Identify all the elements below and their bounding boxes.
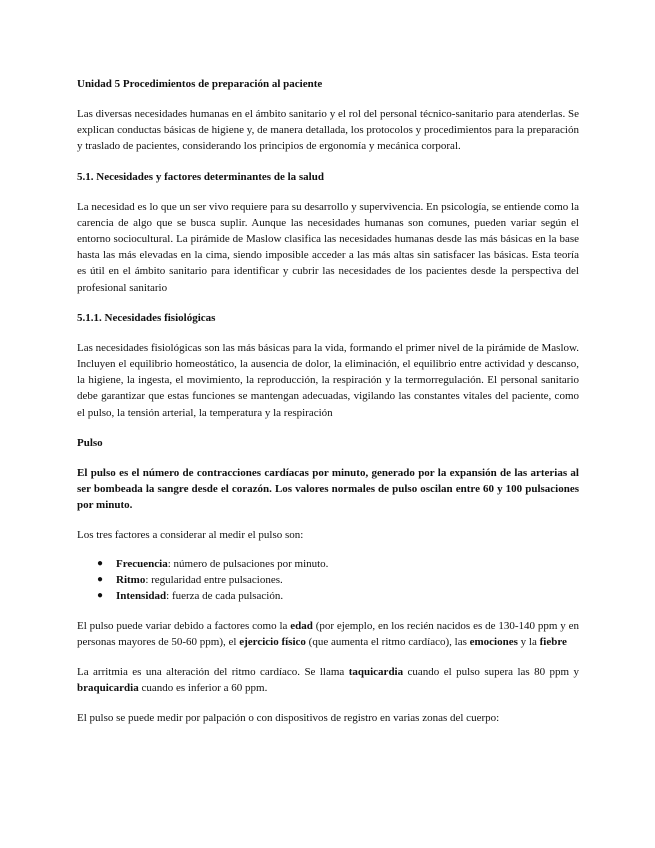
- unit-heading: Unidad 5 Procedimientos de preparación al paciente: [77, 78, 323, 90]
- list-item: [77, 572, 579, 588]
- measure-paragraph: El pulso se puede medir por palpación o con dispositivos de registro en varias zonas del cuerpo:: [77, 712, 500, 725]
- emphasis-braquicardia: braquicardia: [77, 682, 139, 695]
- emphasis-edad: edad: [290, 619, 313, 632]
- factor-term: Frecuencia: [116, 557, 168, 570]
- section-5-1-1-paragraph: Las necesidades fisiológicas son las más básicas para la vida, formando el primer nivel de la pirámide de Maslow. Incluyen el equilibrio homeostático, la ausencia de dolor, la eliminación, el equilibrio entre actividad y descanso, la higiene, la ingesta, el movimiento, la reproducción, la respiración y la termorregulación. El personal sanitario debe garantizar que estas funciones se mantengan adecuadas, vigilando las constantes vitales del paciente, como el pulso, la tensión arterial, la temperatura y la respiración: [77, 341, 579, 419]
- factor-term: Intensidad: [116, 589, 167, 602]
- text-run: cuando el pulso supera las 80 ppm y: [403, 666, 579, 679]
- text-run: (por ejemplo, en los recién nacidos es de 130-140 ppm y en personas mayores de 50-60 ppm), el: [77, 619, 579, 648]
- emphasis-taquicardia: taquicardia: [348, 666, 404, 679]
- arritmia-paragraph: [77, 664, 579, 696]
- emphasis-fiebre: fiebre: [539, 635, 567, 648]
- factor-desc: : número de pulsaciones por minuto.: [167, 557, 329, 570]
- bullet-icon: ●: [97, 557, 104, 569]
- section-5-1-paragraph: La necesidad es lo que un ser vivo requiere para su desarrollo y supervivencia. En psicología, se entiende como la carencia de algo que se busca suplir. Aunque las necesidades humanas son comunes, pueden variar según el entorno sociocultural. La pirámide de Maslow clasifica las necesidades humanas desde las más básicas en la base hasta las más elevadas en la cima, siendo imposible acceder a las más altas sin satisfacer las básicas. Esta teoría es útil en el ámbito sanitario para identificar y cubrir las necesidades de los pacientes desde la perspectiva del profesional sanitario: [77, 200, 579, 294]
- section-5-1-1-heading: 5.1.1. Necesidades fisiológicas: [77, 311, 216, 324]
- text-run: y la: [517, 635, 540, 648]
- list-item: [77, 556, 579, 572]
- bullet-icon: ●: [97, 573, 104, 585]
- intro-paragraph: Las diversas necesidades humanas en el ámbito sanitario y el rol del personal técnico-sanitario para atenderlas. Se explican conductas básicas de higiene y, de manera detallada, los protocolos y procedimientos para la preparación y traslado de pacientes, considerando los principios de ergonomía y mecánica corporal.: [77, 108, 579, 153]
- list-item: [77, 588, 579, 604]
- factor-desc: : regularidad entre pulsaciones.: [145, 573, 283, 586]
- bullet-icon: ●: [97, 589, 104, 601]
- factors-intro: Los tres factores a considerar al medir el pulso son:: [77, 529, 304, 542]
- section-5-1-heading: 5.1. Necesidades y factores determinantes de la salud: [77, 170, 324, 183]
- factor-desc: : fuerza de cada pulsación.: [166, 589, 284, 602]
- factor-term: Ritmo: [116, 573, 146, 586]
- pulso-definition: El pulso es el número de contracciones cardíacas por minuto, generado por la expansión de las arterias al ser bombeada la sangre desde el corazón. Los valores normales de pulso oscilan entre 60 y 100 pulsaciones por minuto.: [77, 466, 579, 512]
- factors-list: [77, 556, 579, 604]
- pulso-heading: Pulso: [77, 436, 103, 449]
- text-run: (que aumenta el ritmo cardíaco), las: [305, 635, 470, 648]
- emphasis-emociones: emociones: [469, 635, 518, 648]
- text-run: La arritmia es una alteración del ritmo cardíaco. Se llama: [77, 666, 349, 679]
- text-run: El pulso puede variar debido a factores como la: [77, 619, 291, 632]
- text-run: cuando es inferior a 60 ppm.: [138, 682, 268, 695]
- variation-paragraph: [77, 618, 579, 650]
- emphasis-ejercicio: ejercicio físico: [239, 635, 306, 648]
